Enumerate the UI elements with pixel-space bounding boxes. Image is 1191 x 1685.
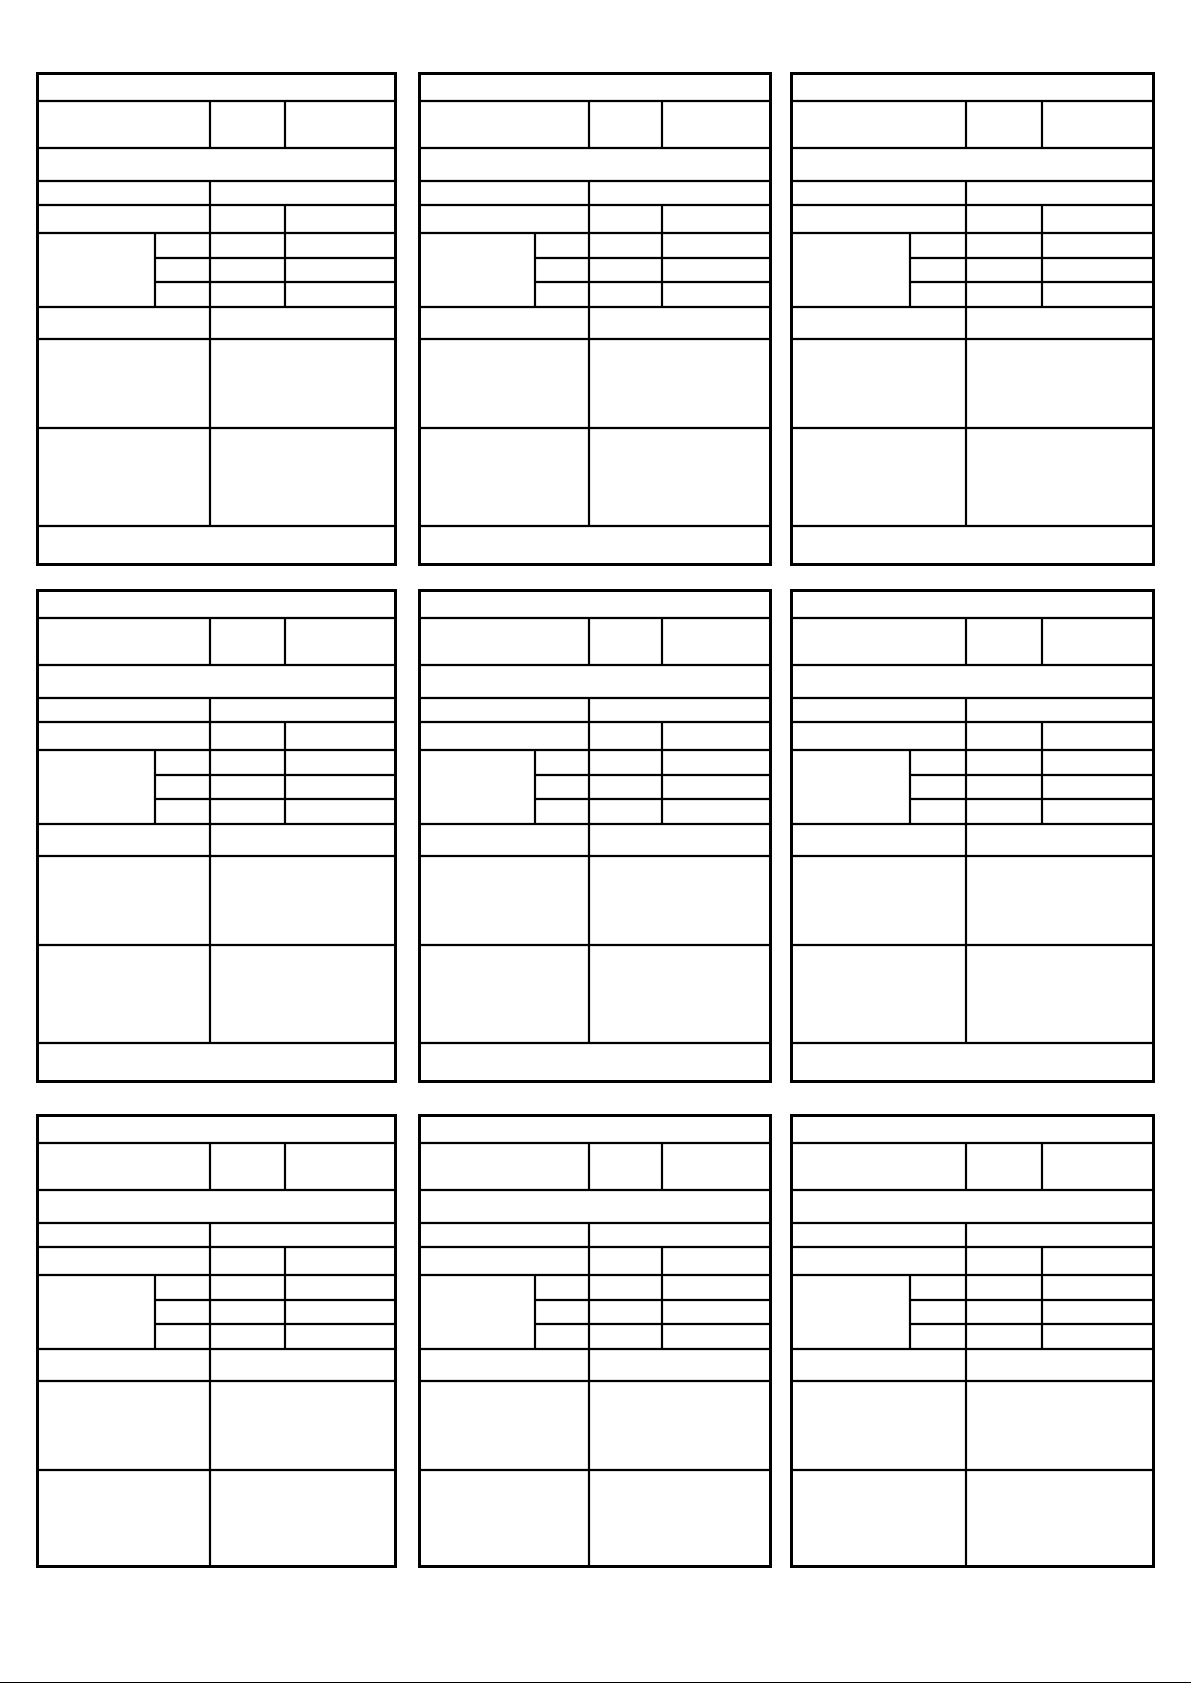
field-mid[interactable] xyxy=(966,101,1042,148)
header-field[interactable] xyxy=(790,1114,1155,1143)
field-left-2[interactable] xyxy=(790,698,966,722)
field-name[interactable] xyxy=(790,1143,966,1190)
header-field[interactable] xyxy=(418,1114,772,1143)
page-bottom-rule xyxy=(0,1682,1191,1683)
field-wide[interactable] xyxy=(36,665,397,698)
field-notes-1[interactable] xyxy=(210,856,397,945)
field-right-2[interactable] xyxy=(589,181,772,205)
form-card-8 xyxy=(418,1114,772,1568)
field-right-2[interactable] xyxy=(966,181,1155,205)
field-notes-2[interactable] xyxy=(210,1470,397,1568)
form-grid xyxy=(418,72,772,566)
field-right-2[interactable] xyxy=(966,1223,1155,1247)
field-notes-1[interactable] xyxy=(210,1381,397,1470)
field-mid[interactable] xyxy=(210,618,285,665)
form-card-5 xyxy=(418,589,772,1083)
field-right[interactable] xyxy=(662,101,772,148)
form-card-7 xyxy=(36,1114,397,1568)
field-notes-1[interactable] xyxy=(589,1381,772,1470)
field-wide[interactable] xyxy=(790,148,1155,181)
field-notes-2[interactable] xyxy=(210,945,397,1043)
field-notes-1[interactable] xyxy=(589,856,772,945)
header-field[interactable] xyxy=(36,589,397,618)
field-mid[interactable] xyxy=(966,618,1042,665)
field-right-2[interactable] xyxy=(589,1223,772,1247)
form-grid xyxy=(790,589,1155,1083)
form-card-1 xyxy=(36,72,397,566)
field-name[interactable] xyxy=(790,618,966,665)
field-mid[interactable] xyxy=(589,1143,662,1190)
form-card-3 xyxy=(790,72,1155,566)
field-left-2[interactable] xyxy=(36,698,210,722)
field-left-2[interactable] xyxy=(790,1223,966,1247)
field-left-2[interactable] xyxy=(418,181,589,205)
field-mid[interactable] xyxy=(210,101,285,148)
field-mid[interactable] xyxy=(966,1143,1042,1190)
footer-field[interactable] xyxy=(790,1043,1155,1083)
footer-field[interactable] xyxy=(418,526,772,566)
header-field[interactable] xyxy=(418,589,772,618)
field-notes-1[interactable] xyxy=(966,339,1155,428)
field-name[interactable] xyxy=(790,101,966,148)
field-right-2[interactable] xyxy=(210,181,397,205)
field-notes-2[interactable] xyxy=(589,428,772,526)
field-name[interactable] xyxy=(418,101,589,148)
field-wide[interactable] xyxy=(790,665,1155,698)
field-right-2[interactable] xyxy=(210,1223,397,1247)
field-notes-1[interactable] xyxy=(210,339,397,428)
field-wide[interactable] xyxy=(418,665,772,698)
field-wide[interactable] xyxy=(36,148,397,181)
form-grid xyxy=(790,1114,1155,1568)
field-notes-2[interactable] xyxy=(966,428,1155,526)
field-right[interactable] xyxy=(285,1143,397,1190)
form-grid xyxy=(790,72,1155,566)
field-mid[interactable] xyxy=(589,101,662,148)
field-right-2[interactable] xyxy=(589,698,772,722)
field-right[interactable] xyxy=(662,1143,772,1190)
form-card-2 xyxy=(418,72,772,566)
header-field[interactable] xyxy=(36,1114,397,1143)
field-wide[interactable] xyxy=(36,1190,397,1223)
field-name[interactable] xyxy=(36,101,210,148)
field-right[interactable] xyxy=(285,101,397,148)
form-card-9 xyxy=(790,1114,1155,1568)
field-name[interactable] xyxy=(418,618,589,665)
field-mid[interactable] xyxy=(210,1143,285,1190)
header-field[interactable] xyxy=(418,72,772,101)
field-notes-2[interactable] xyxy=(966,1470,1155,1568)
field-left-2[interactable] xyxy=(790,181,966,205)
field-name[interactable] xyxy=(36,618,210,665)
field-right[interactable] xyxy=(1042,618,1155,665)
field-right-2[interactable] xyxy=(966,698,1155,722)
form-grid xyxy=(36,72,397,566)
header-field[interactable] xyxy=(790,72,1155,101)
field-right[interactable] xyxy=(1042,1143,1155,1190)
form-grid xyxy=(418,589,772,1083)
header-field[interactable] xyxy=(790,589,1155,618)
header-field[interactable] xyxy=(36,72,397,101)
footer-field[interactable] xyxy=(36,1043,397,1083)
footer-field[interactable] xyxy=(790,526,1155,566)
field-left-2[interactable] xyxy=(418,698,589,722)
form-grid xyxy=(418,1114,772,1568)
field-notes-1[interactable] xyxy=(966,856,1155,945)
field-right-2[interactable] xyxy=(210,698,397,722)
form-grid xyxy=(36,1114,397,1568)
field-right[interactable] xyxy=(285,618,397,665)
field-name[interactable] xyxy=(418,1143,589,1190)
form-grid xyxy=(36,589,397,1083)
field-mid[interactable] xyxy=(589,618,662,665)
field-notes-2[interactable] xyxy=(589,945,772,1043)
field-right[interactable] xyxy=(1042,101,1155,148)
field-left-2[interactable] xyxy=(36,1223,210,1247)
form-card-4 xyxy=(36,589,397,1083)
form-card-6 xyxy=(790,589,1155,1083)
field-notes-1[interactable] xyxy=(966,1381,1155,1470)
field-notes-2[interactable] xyxy=(210,428,397,526)
footer-field[interactable] xyxy=(36,526,397,566)
field-wide[interactable] xyxy=(418,1190,772,1223)
field-wide[interactable] xyxy=(790,1190,1155,1223)
field-wide[interactable] xyxy=(418,148,772,181)
field-notes-2[interactable] xyxy=(966,945,1155,1043)
footer-field[interactable] xyxy=(418,1043,772,1083)
field-name[interactable] xyxy=(36,1143,210,1190)
field-right[interactable] xyxy=(662,618,772,665)
field-notes-2[interactable] xyxy=(589,1470,772,1568)
field-notes-1[interactable] xyxy=(589,339,772,428)
field-left-2[interactable] xyxy=(418,1223,589,1247)
field-left-2[interactable] xyxy=(36,181,210,205)
